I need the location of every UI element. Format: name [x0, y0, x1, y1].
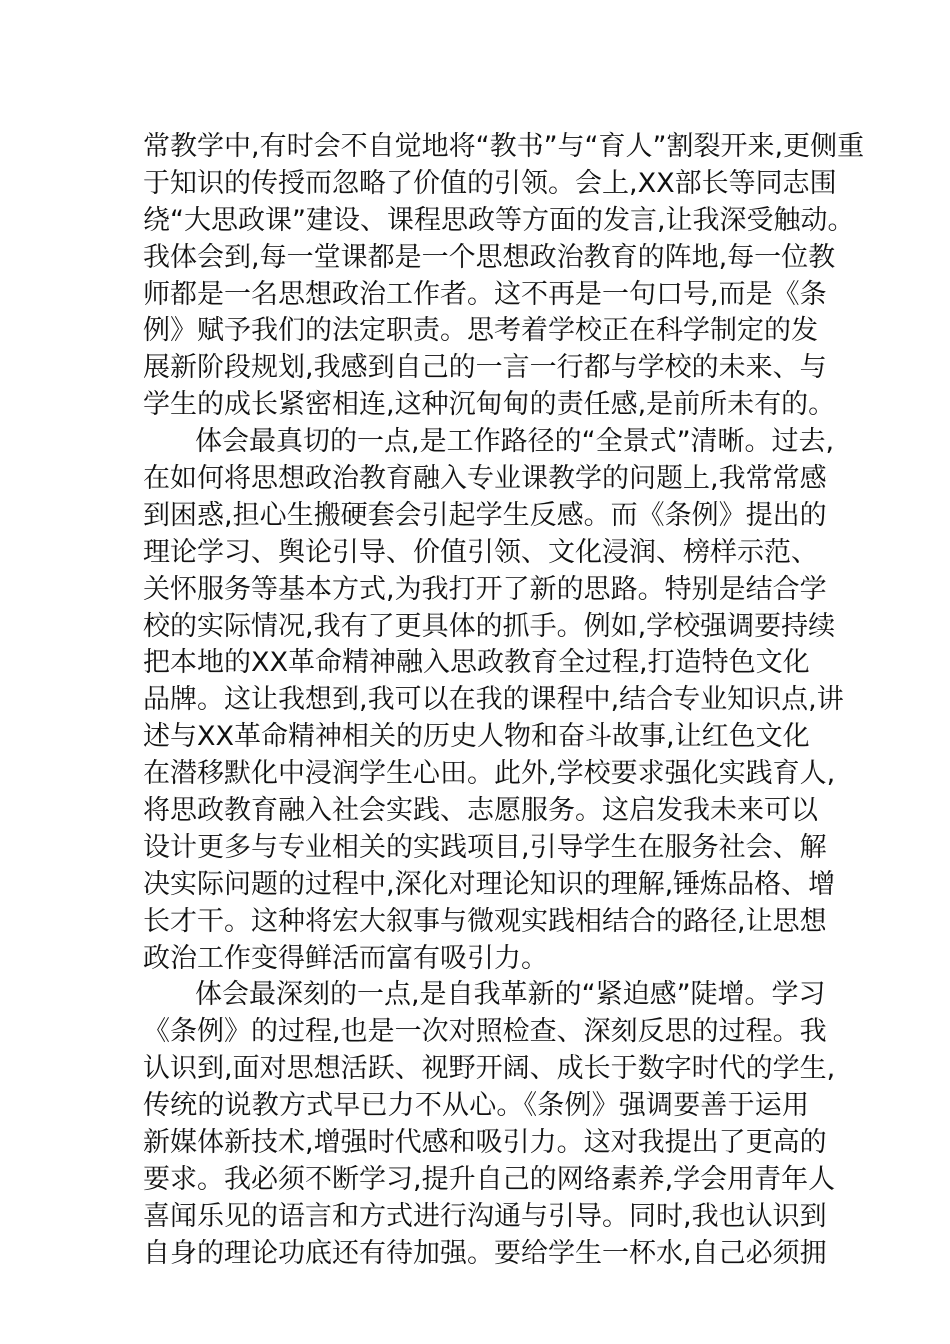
text-line: 把本地的XX革命精神融入思政教育全过程,打造特色文化 [143, 647, 810, 679]
text-line: 设计更多与专业相关的实践项目,引导学生在服务社会、解 [143, 831, 827, 863]
text-line: 学生的成长紧密相连,这种沉甸甸的责任感,是前所未有的。 [143, 389, 836, 421]
text-line: 要求。我必须不断学习,提升自己的网络素养,学会用青年人 [143, 1163, 836, 1195]
paragraph [143, 977, 836, 1272]
text-line: 喜闻乐见的语言和方式进行沟通与引导。同时,我也认识到 [143, 1200, 827, 1232]
text-line: 在如何将思想政治教育融入专业课教学的问题上,我常常感 [143, 463, 827, 495]
paragraph [143, 424, 844, 977]
text-line: 例》赋予我们的法定职责。思考着学校正在科学制定的发 [143, 315, 818, 347]
text-line: 《条例》的过程,也是一次对照检查、深刻反思的过程。我 [143, 1016, 827, 1048]
text-line: 将思政教育融入社会实践、志愿服务。这启发我未来可以 [143, 795, 818, 827]
text-line: 绕“大思政课”建设、课程思政等方面的发言,让我深受触动。 [143, 204, 855, 236]
text-line: 理论学习、舆论引导、价值引领、文化浸润、榜样示范、 [143, 536, 818, 568]
text-line: 在潜移默化中浸润学生心田。此外,学校要求强化实践育人, [143, 758, 836, 790]
text-line: 体会最深刻的一点,是自我革新的“紧迫感”陡增。学习 [195, 979, 826, 1011]
text-line: 常教学中,有时会不自觉地将“教书”与“育人”割裂开来,更侧重 [143, 131, 865, 162]
text-line: 师都是一名思想政治工作者。这不再是一句口号,而是《条 [143, 278, 827, 310]
document-body [143, 129, 865, 1273]
text-line: 长才干。这种将宏大叙事与微观实践相结合的路径,让思想 [143, 905, 827, 937]
text-line: 品牌。这让我想到,我可以在我的课程中,结合专业知识点,讲 [143, 684, 844, 716]
text-line: 到困惑,担心生搬硬套会引起学生反感。而《条例》提出的 [143, 499, 827, 531]
paragraph [143, 129, 865, 424]
text-line: 体会最真切的一点,是工作路径的“全景式”清晰。过去, [195, 426, 835, 458]
text-line: 述与XX革命精神相关的历史人物和奋斗故事,让红色文化 [143, 721, 810, 753]
text-line: 决实际问题的过程中,深化对理论知识的理解,锤炼品格、增 [143, 868, 836, 900]
text-line: 政治工作变得鲜活而富有吸引力。 [143, 942, 548, 974]
text-line: 认识到,面对思想活跃、视野开阔、成长于数字时代的学生, [143, 1053, 836, 1085]
text-line: 传统的说教方式早已力不从心。《条例》强调要善于运用 [143, 1090, 809, 1122]
text-line: 于知识的传授而忽略了价值的引领。会上,XX部长等同志围 [143, 167, 837, 199]
text-line: 新媒体新技术,增强时代感和吸引力。这对我提出了更高的 [143, 1127, 827, 1159]
text-line: 自身的理论功底还有待加强。要给学生一杯水,自己必须拥 [143, 1237, 827, 1269]
text-line: 展新阶段规划,我感到自己的一言一行都与学校的未来、与 [143, 352, 827, 384]
text-line: 校的实际情况,我有了更具体的抓手。例如,学校强调要持续 [143, 610, 836, 642]
text-line: 关怀服务等基本方式,为我打开了新的思路。特别是结合学 [143, 573, 827, 605]
text-line: 我体会到,每一堂课都是一个思想政治教育的阵地,每一位教 [143, 241, 836, 273]
